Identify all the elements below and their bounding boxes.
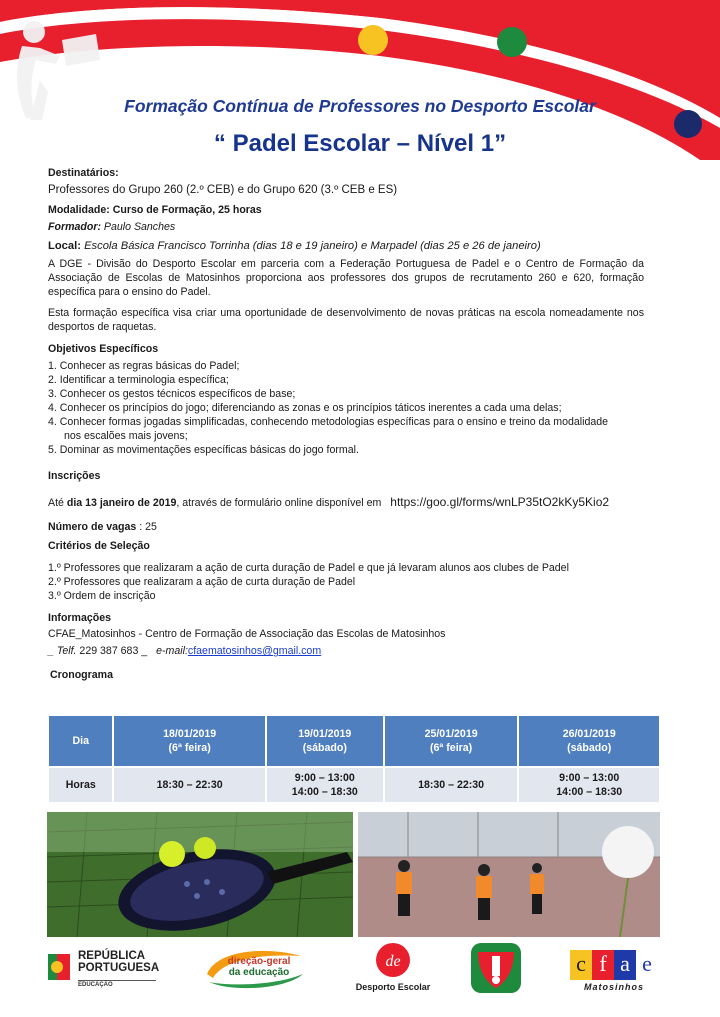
- table-row: [49, 768, 659, 802]
- inscricoes-prefix: Até: [48, 497, 64, 509]
- inscricoes-text: [48, 495, 644, 510]
- day-weekday: (6ª feira): [429, 742, 473, 754]
- padel-players-photo: [358, 812, 660, 937]
- day-weekday: (6ª feira): [168, 742, 211, 754]
- vagas-value: : 25: [139, 521, 157, 533]
- cfae-letter: a: [614, 950, 636, 980]
- formador-value: Paulo Sanches: [103, 221, 176, 233]
- informacoes-line: CFAE_Matosinhos - Centro de Formação de Associação das Escolas de Matosinhos: [48, 628, 446, 640]
- day-header: [114, 716, 264, 766]
- form-link[interactable]: https://goo.gl/forms/wnLP35tO2kKy5Kio2: [390, 495, 610, 509]
- destinatarios-label: Destinatários:: [48, 167, 119, 179]
- list-item: 4. Conhecer os princípios do jogo; diferenciando as zonas e os princípios táticos inerentes a cada uma delas;: [48, 402, 562, 414]
- day-weekday: (sábado): [302, 742, 347, 754]
- subtitle: Formação Contínua de Professores no Desporto Escolar: [124, 96, 596, 116]
- dge-logo: [205, 942, 305, 1000]
- desporto-escolar-logo: [343, 942, 443, 1000]
- list-item: 1. Conhecer as regras básicas do Padel;: [48, 360, 240, 372]
- dge-line2: da educação: [228, 967, 290, 978]
- school-crest-logo: [470, 942, 522, 1000]
- hours-cell: [267, 768, 383, 802]
- vagas-label: Número de vagas: [48, 521, 137, 533]
- cfae-letter: c: [570, 950, 592, 980]
- republica-line3: EDUCAÇÃO: [78, 982, 113, 988]
- republica-line2: PORTUGUESA: [78, 962, 160, 974]
- day-date: 26/01/2019: [562, 728, 616, 740]
- hours-cell: [519, 768, 659, 802]
- crest-icon: [470, 942, 522, 994]
- objetivos-list: [48, 359, 644, 457]
- list-item: 2. Identificar a terminologia específica;: [48, 374, 229, 386]
- day-header: [267, 716, 383, 766]
- hours-text: 18:30 – 22:30: [418, 779, 485, 791]
- inscricoes-heading: Inscrições: [48, 470, 101, 482]
- hours-text: 14:00 – 18:30: [291, 786, 358, 798]
- list-item: nos escalões mais jovens;: [64, 430, 188, 442]
- paragraph-1: A DGE - Divisão do Desporto Escolar em parceria com a Federação Portuguesa de Padel e o Centro de Formação da Associação de Escolas de Matosinhos proporciona aos professores dos grupos de recrutamento 260 e 620, formação específica para o ensino do Padel.: [48, 258, 644, 298]
- hours-text: 14:00 – 18:30: [556, 786, 623, 798]
- cronograma-heading: Cronograma: [50, 669, 113, 681]
- day-date: 25/01/2019: [424, 728, 478, 740]
- dge-line1: direção-geral: [227, 956, 291, 967]
- telf-number: 229 387 683 _: [79, 645, 148, 657]
- formador-label: Formador:: [48, 221, 101, 233]
- flag-emblem-icon: [48, 950, 72, 984]
- republica-line1: REPÚBLICA: [78, 950, 146, 962]
- telf-prefix: _ Telf.: [48, 645, 77, 657]
- local: [48, 239, 644, 253]
- local-value: Escola Básica Francisco Torrinha (dias 18 e 19 janeiro) e Marpadel (dias 25 e 26 de janeiro): [84, 240, 541, 252]
- email-label: e-mail:: [156, 645, 188, 657]
- list-item: 5. Dominar as movimentações específicas básicas do jogo formal.: [48, 444, 359, 456]
- informacoes-heading: Informações: [48, 612, 111, 624]
- table-row: [49, 716, 659, 766]
- hours-cell: [385, 768, 518, 802]
- destinatarios-text: Professores do Grupo 260 (2.º CEB) e do Grupo 620 (3.º CEB e ES): [48, 184, 398, 196]
- green-dot: [497, 27, 527, 57]
- list-item: 3. Conhecer os gestos técnicos específicos de base;: [48, 388, 296, 400]
- email-link[interactable]: cfaematosinhos@gmail.com: [187, 645, 322, 657]
- svg-text:de: de: [385, 953, 401, 970]
- page-title: “ Padel Escolar – Nível 1”: [213, 130, 507, 157]
- cfae-logo: [570, 942, 660, 1000]
- hours-text: 9:00 – 13:00: [559, 772, 620, 784]
- de-label: Desporto Escolar: [355, 982, 431, 992]
- padel-racket-photo: [47, 812, 353, 937]
- day-header: [519, 716, 659, 766]
- day-header: [385, 716, 518, 766]
- vagas: [48, 520, 644, 534]
- formador: [48, 220, 644, 234]
- cfae-letter: e: [636, 950, 658, 980]
- row-label-dia: Dia: [49, 716, 112, 766]
- list-item: 1.º Professores que realizaram a ação de curta duração de Padel e que já levaram alunos aos clubes de Padel: [48, 562, 569, 574]
- republica-portuguesa-logo: [48, 942, 160, 1000]
- local-label: Local:: [48, 240, 81, 252]
- criterios-heading: Critérios de Seleção: [48, 540, 150, 552]
- document-body: [48, 166, 644, 682]
- yellow-dot: [358, 25, 388, 55]
- cfae-sub: Matosinhos: [583, 982, 644, 992]
- objetivos-heading: Objetivos Específicos: [48, 343, 159, 355]
- day-date: 19/01/2019: [298, 728, 352, 740]
- list-item: 3.º Ordem de inscrição: [48, 590, 156, 602]
- list-item: 2.º Professores que realizaram a ação de curta duração de Padel: [48, 576, 356, 588]
- hours-cell: [114, 768, 264, 802]
- criterios-list: [48, 561, 644, 603]
- hours-text: 18:30 – 22:30: [156, 779, 223, 791]
- inscricoes-middle: , através de formulário online disponível em: [176, 497, 382, 509]
- row-label-horas: Horas: [49, 768, 112, 802]
- cfae-letter: f: [592, 950, 614, 980]
- contact-line: [48, 644, 644, 658]
- hours-text: 9:00 – 13:00: [294, 772, 355, 784]
- schedule-table: [47, 714, 661, 804]
- de-emblem-icon: [375, 942, 411, 978]
- paragraph-2: Esta formação específica visa criar uma oportunidade de desenvolvimento de novas práticas na escola nomeadamente nos desportos de raquetas.: [48, 307, 644, 333]
- day-weekday: (sábado): [567, 742, 612, 754]
- list-item: 4. Conhecer formas jogadas simplificadas, conhecendo metodologias específicas para o ensino e treino da modalidade: [48, 416, 609, 428]
- modalidade: Modalidade: Curso de Formação, 25 horas: [48, 204, 262, 216]
- inscricoes-date: dia 13 janeiro de 2019: [66, 497, 177, 509]
- day-date: 18/01/2019: [163, 728, 217, 740]
